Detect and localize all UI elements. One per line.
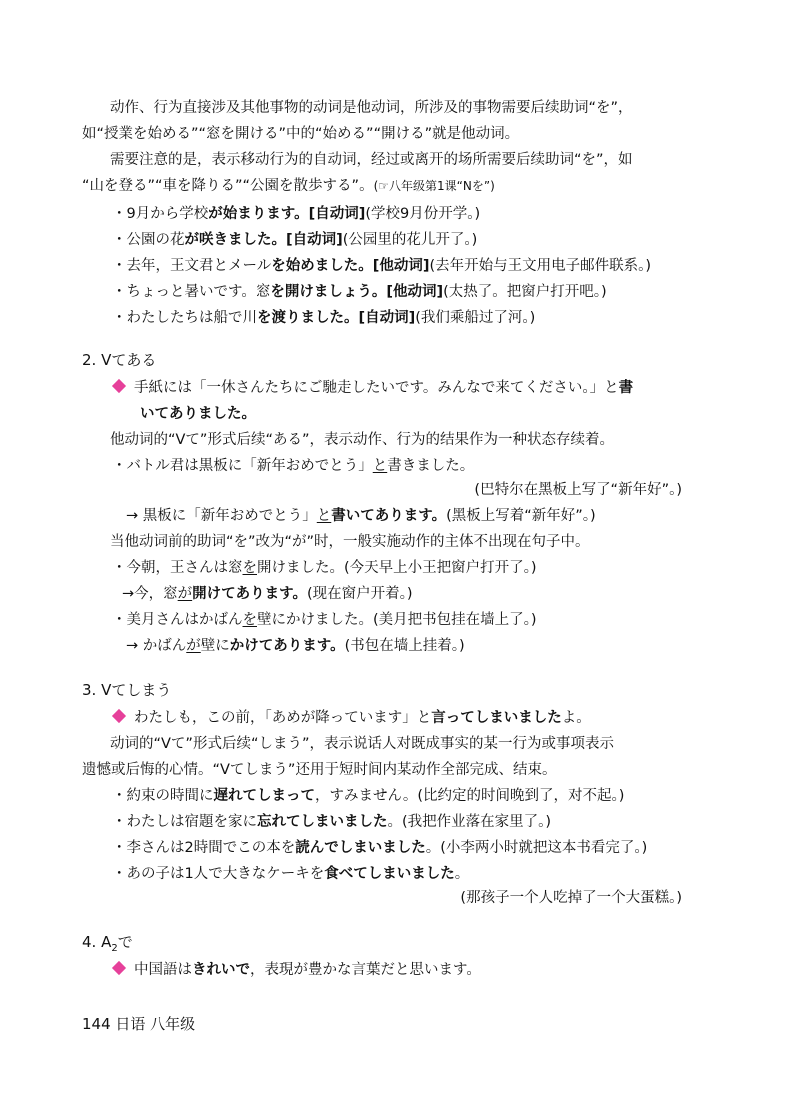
section-3-explanation-1: 动词的“Vて”形式后续“しまう”，表示说话人对既成事实的某一行为或事项表示 — [110, 736, 614, 752]
section-2-explanation-2: 当他动词前的助词“を”改为“が”时，一般实施动作的主体不出现在句子中。 — [110, 534, 590, 550]
section-3-example-1: ・約束の時間に遅れてしまって，すみません。(比约定的时间晚到了，对不起。) — [112, 788, 625, 804]
section-3-example-4-translation: (那孩子一个人吃掉了一个大蛋糕。) — [460, 890, 682, 906]
section-2-example-1: ・バトル君は黒板に「新年おめでとう」と書きました。 — [112, 458, 475, 474]
cross-reference: (☞八年级第1课“Nを”) — [373, 179, 495, 193]
example-1: ・9月から学校が始まります。[自动词](学校9月份开学。) — [112, 206, 481, 222]
section-title-a2-de: 4. $A_2$で — [82, 933, 133, 954]
section-2-key-example-cont: いてありました。 — [140, 406, 256, 422]
section-2-example-5: ・美月さんはかばんを壁にかけました。(美月把书包挂在墙上了。) — [112, 612, 537, 628]
example-5: ・わたしたちは船で川を渡りました。[自动词](我们乘船过了河。) — [112, 310, 536, 326]
section-2-example-6: → かばんが壁にかけてあります。(书包在墙上挂着。) — [126, 638, 465, 654]
pink-diamond-icon — [112, 709, 126, 723]
section-2-example-4: →今，窓が開けてあります。(现在窗户开着。) — [122, 586, 413, 602]
para-transitive-2: 如“授業を始める”“窓を開ける”中的“始める”“開ける”就是他动词。 — [82, 126, 520, 142]
example-4: ・ちょっと暑いです。窓を開けましょう。[他动词](太热了。把窗户打开吧。) — [112, 284, 607, 300]
section-title-te-shimau: 3. Vてしまう — [82, 681, 172, 699]
section-2-example-3: ・今朝，王さんは窓を開けました。(今天早上小王把窗户打开了。) — [112, 560, 537, 576]
para-transitive-1: 动作、行为直接涉及其他事物的动词是他动词，所涉及的事物需要后续助词“を”， — [110, 100, 633, 116]
example-2: ・公園の花が咲きました。[自动词](公园里的花儿开了。) — [112, 232, 478, 248]
section-4-key-example: 中国語はきれいで，表現が豊かな言葉だと思います。 — [114, 960, 481, 980]
section-2-key-example: 手紙には「一休さんたちにご馳走したいです。みんなで来てください。」と書 — [114, 378, 633, 398]
section-2-explanation-1: 他动词的“Vて”形式后续“ある”，表示动作、行为的结果作为一种状态存续着。 — [110, 432, 614, 448]
section-3-explanation-2: 遗憾或后悔的心情。“Vてしまう”还用于短时间内某动作全部完成、结束。 — [82, 762, 557, 778]
page-footer: 144 日语 八年级 — [82, 1015, 196, 1033]
section-2-example-1-translation: (巴特尔在黑板上写了“新年好”。) — [474, 482, 682, 498]
section-3-example-3: ・李さんは2時間でこの本を読んでしまいました。(小李两小时就把这本书看完了。) — [112, 840, 648, 856]
para-note-1: 需要注意的是，表示移动行为的自动词，经过或离开的场所需要后续助词“を”，如 — [110, 152, 633, 168]
pink-diamond-icon — [112, 961, 126, 975]
para-note-2: “山を登る”“車を降りる”“公園を散歩する”。(☞八年级第1课“Nを”) — [82, 178, 495, 194]
pink-diamond-icon — [112, 379, 126, 393]
section-2-example-2: → 黒板に「新年おめでとう」と書いてあります。(黑板上写着“新年好”。) — [126, 508, 596, 524]
section-3-example-4: ・あの子は1人で大きなケーキを食べてしまいました。 — [112, 866, 470, 882]
section-3-example-2: ・わたしは宿題を家に忘れてしまいました。(我把作业落在家里了。) — [112, 814, 552, 830]
section-3-key-example: わたしも，この前，「あめが降っています」と言ってしまいましたよ。 — [114, 708, 591, 728]
example-3: ・去年，王文君とメールを始めました。[他动词](去年开始与王文用电子邮件联系。) — [112, 258, 652, 274]
section-title-te-aru: 2. Vてある — [82, 351, 157, 369]
